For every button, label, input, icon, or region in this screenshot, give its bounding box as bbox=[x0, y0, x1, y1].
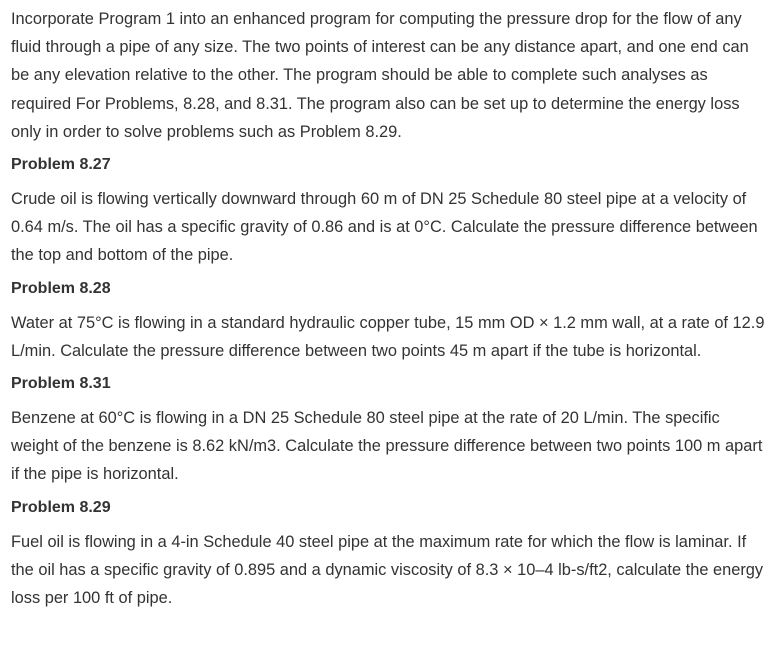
intro-paragraph: Incorporate Program 1 into an enhanced program for computing the pressure drop for the flow of any fluid through a pipe of any size. The two points of interest can be any distance apart, and one end can be any elevation relative to the other. The program should be able to complete such analyses as required For Problems, 8.28, and 8.31. The program also can be set up to determine the energy loss only in order to solve problems such as Problem 8.29. bbox=[11, 10, 749, 141]
problem-block bbox=[11, 374, 765, 489]
problem-heading: Problem 8.27 bbox=[11, 156, 111, 174]
problem-text: Water at 75°C is flowing in a standard hydraulic copper tube, 15 mm OD × 1.2 mm wall, at a rate of 12.9 L/min. Calculate the pressure difference between two points 45 m apart if the tube is horizontal. bbox=[11, 313, 765, 360]
problem-heading: Problem 8.31 bbox=[11, 375, 111, 393]
problem-text: Crude oil is flowing vertically downward through 60 m of DN 25 Schedule 80 steel pipe at a velocity of 0.64 m/s. The oil has a specific gravity of 0.86 and is at 0°C. Calculate the pressure difference between the top and bottom of the pipe. bbox=[11, 190, 758, 265]
problem-heading: Problem 8.29 bbox=[11, 498, 111, 516]
problem-block bbox=[11, 155, 765, 270]
problem-block bbox=[11, 279, 765, 365]
problem-heading: Problem 8.28 bbox=[11, 279, 111, 297]
problem-text: Benzene at 60°C is flowing in a DN 25 Schedule 80 steel pipe at the rate of 20 L/min. The specific weight of the benzene is 8.62 kN/m3. Calculate the pressure difference between two points 100 m apart if the pipe is horizontal. bbox=[11, 409, 763, 484]
problem-block bbox=[11, 498, 765, 613]
problem-text: Fuel oil is flowing in a 4-in Schedule 40 steel pipe at the maximum rate for which the flow is laminar. If the oil has a specific gravity of 0.895 and a dynamic viscosity of 8.3 × 10–4 lb-s/ft2, calculate the energy loss per 100 ft of pipe. bbox=[11, 532, 764, 608]
